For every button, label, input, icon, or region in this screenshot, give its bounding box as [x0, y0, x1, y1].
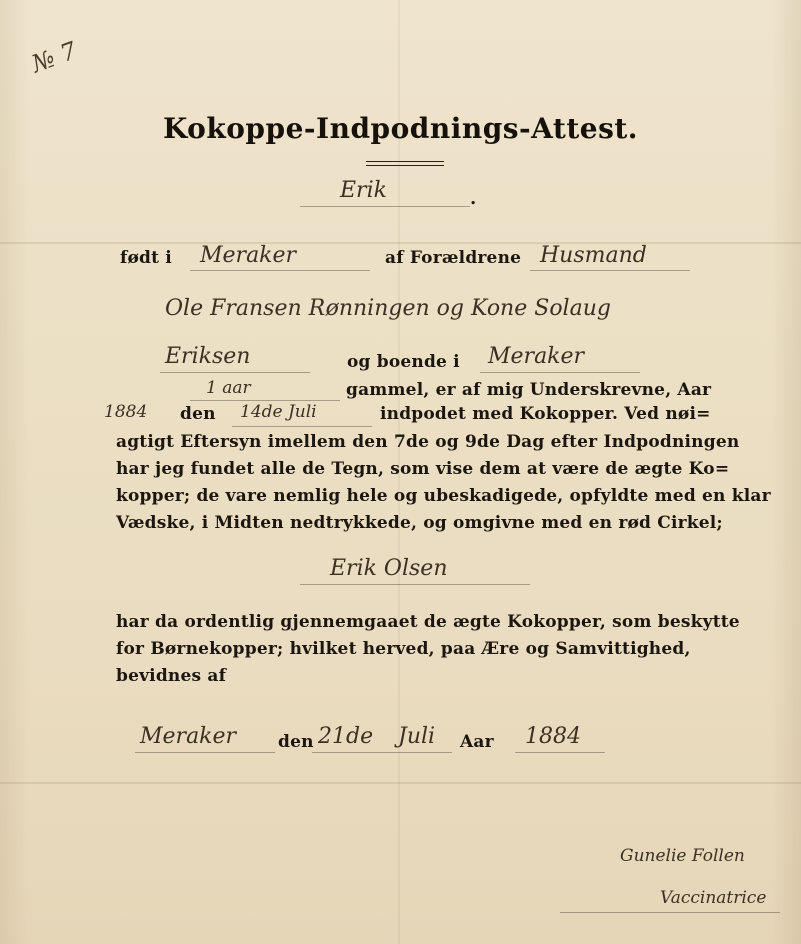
person-name: Erik Olsen — [330, 556, 448, 581]
age: 1 aar — [206, 378, 251, 398]
mother-surname: Eriksen — [165, 344, 251, 369]
date-blank-line — [232, 426, 372, 427]
body-line-1: agtigt Eftersyn imellem den 7de og 9de Dag efter Indpodningen — [116, 432, 740, 452]
signature-role: Vaccinatrice — [660, 888, 767, 908]
vaccinated-text: indpodet med Kokopper. Ved nøi= — [380, 404, 711, 424]
sign-date-blank-line — [312, 752, 452, 753]
birthplace: Meraker — [200, 243, 297, 268]
date-label: den — [180, 404, 216, 424]
residence-blank-line — [480, 372, 640, 373]
signature-name: Gunelie Follen — [620, 846, 745, 866]
certificate-number: № 7 — [28, 36, 81, 79]
signature-blank-line — [560, 912, 780, 913]
age-text: gammel, er af mig Underskrevne, Aar — [346, 380, 712, 400]
residing-label: og boende i — [347, 352, 460, 372]
certificate-title: Kokoppe-Indpodnings-Attest. — [162, 112, 639, 145]
sign-place: Meraker — [140, 724, 237, 749]
closing-line-1: har da ordentlig gjennemgaaet de ægte Kokopper, som beskytte — [116, 612, 740, 632]
sign-month: Juli — [398, 724, 436, 749]
closing-line-2: for Børnekopper; hvilket herved, paa Ære og Samvittighed, — [116, 639, 691, 659]
body-line-2: har jeg fundet alle de Tegn, som vise dem at være de ægte Ko= — [116, 459, 730, 479]
fold-line-lower — [0, 782, 801, 784]
father-title-blank-line — [530, 270, 690, 271]
closing-line-3: bevidnes af — [116, 666, 227, 686]
person-name-blank-line — [300, 584, 530, 585]
age-blank-line — [190, 400, 340, 401]
sign-year-blank-line — [515, 752, 605, 753]
sign-day: 21de — [318, 724, 374, 749]
sign-year: 1884 — [525, 724, 581, 749]
father-title: Husmand — [540, 243, 647, 268]
birthplace-blank-line — [190, 270, 370, 271]
parents-names: Ole Fransen Rønningen og Kone Solaug — [165, 296, 611, 321]
residence: Meraker — [488, 344, 585, 369]
name-period: . — [470, 188, 477, 209]
born-label: født i — [120, 248, 172, 268]
vaccination-date: 14de Juli — [240, 402, 317, 422]
name-blank-line — [300, 206, 470, 207]
body-line-4: Vædske, i Midten nedtrykkede, og omgivne med en rød Cirkel; — [116, 513, 723, 533]
sign-year-label: Aar — [460, 732, 494, 752]
vaccinee-first-name: Erik — [340, 178, 387, 203]
title-rule-bottom — [366, 165, 444, 166]
surname-blank-line — [160, 372, 310, 373]
parents-label: af Forældrene — [385, 248, 522, 268]
fold-line-upper — [0, 242, 801, 244]
body-line-3: kopper; de vare nemlig hele og ubeskadigede, opfyldte med en klar — [116, 486, 771, 506]
vaccination-year: 1884 — [104, 402, 148, 422]
title-rule-top — [366, 161, 444, 162]
sign-date-label: den — [278, 732, 314, 752]
sign-place-blank-line — [135, 752, 275, 753]
